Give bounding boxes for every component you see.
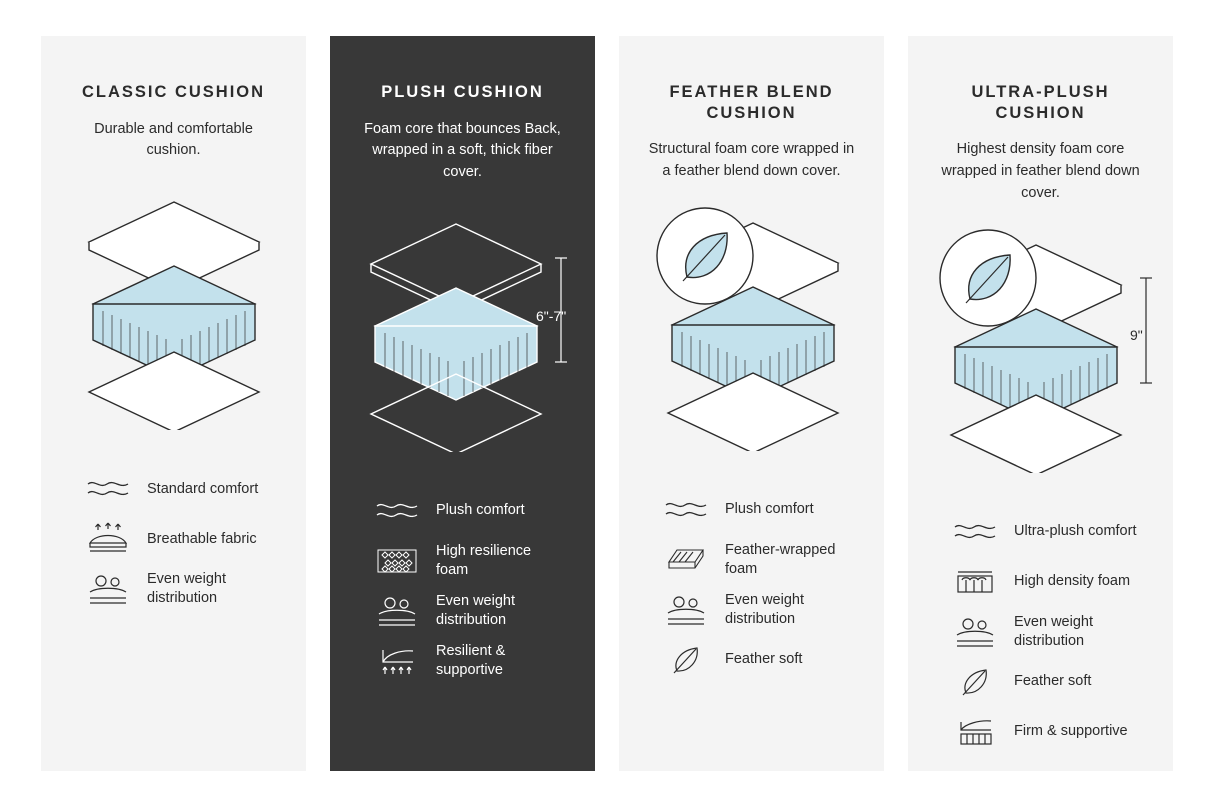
feather-icon [663,641,709,679]
feature-item [85,564,290,614]
card-title: CLASSIC CUSHION [81,83,266,101]
even-weight-distribution-icon [952,613,998,651]
feature-label: Standard comfort [147,480,259,497]
high-density-foam-icon [952,563,998,601]
feature-item [952,707,1157,757]
feature-label: Ultra-plush comfort [1014,523,1137,540]
wave-lines-icon [85,470,131,508]
card-classic-cushion[interactable] [41,36,306,771]
feature-label: High density foam [1014,573,1131,590]
card-ultra-plush-cushion[interactable] [908,36,1173,771]
feature-label: High resilience foam [436,543,532,578]
feature-item [952,557,1157,607]
feature-item [952,507,1157,557]
honeycomb-foam-icon [374,542,420,580]
dimension-label: 6"-7" [536,307,567,324]
feature-label: Plush comfort [725,501,814,518]
feature-label: Even weight distribution [725,591,804,627]
feature-label: Feather-wrapped foam [725,541,836,577]
feature-list [57,464,290,614]
cushion-layer-diagram [57,180,290,450]
card-description: Highest density foam core wrapped in feather blend down cover. [941,141,1140,201]
feature-item [85,514,290,564]
feature-item [85,464,290,514]
card-feather-blend-cushion[interactable] [619,36,884,771]
feature-label: Even weight distribution [436,593,515,628]
wave-lines-icon [374,492,420,530]
leaf-badge-icon [657,208,753,304]
feather-wrapped-foam-icon [663,541,709,579]
feature-item [952,607,1157,657]
feature-label: Even weight distribution [147,571,226,607]
feature-item [952,657,1157,707]
feature-label: Breathable fabric [147,530,257,547]
feature-list [924,507,1157,757]
feature-item [663,585,868,635]
even-weight-distribution-icon [374,592,420,630]
cushion-layer-diagram [346,202,579,472]
feature-item [663,485,868,535]
dimension-label: 9" [1130,326,1143,343]
feature-item [663,535,868,585]
card-description: Durable and comfortable cushion. [94,120,253,159]
cushion-layer-diagram [635,201,868,471]
feature-item [374,486,579,536]
feature-item [663,635,868,685]
resilient-support-icon [374,642,420,680]
feature-item [374,536,579,586]
feature-label: Plush comfort [436,502,525,519]
wave-lines-icon [952,513,998,551]
leaf-badge-icon [940,230,1036,326]
even-weight-distribution-icon [663,591,709,629]
card-plush-cushion[interactable] [330,36,595,771]
feature-item [374,636,579,686]
card-title: FEATHER BLEND CUSHION [669,83,834,122]
card-title: PLUSH CUSHION [381,83,544,101]
card-description: Structural foam core wrapped in a feather blend down cover. [648,141,855,179]
feature-list [635,485,868,685]
feature-label: Feather soft [1014,673,1092,690]
card-description: Foam core that bounces Back, wrapped in a soft, thick fiber cover. [364,120,561,181]
feature-label: Resilient & supportive [436,643,506,678]
feather-icon [952,663,998,701]
cushion-layer-diagram [924,223,1157,493]
feature-list [346,486,579,686]
card-title: ULTRA-PLUSH CUSHION [971,83,1110,122]
breathable-fabric-icon [85,520,131,558]
feature-item [374,586,579,636]
feature-label: Firm & supportive [1014,723,1128,740]
wave-lines-icon [663,491,709,529]
firm-support-icon [952,713,998,751]
feature-label: Feather soft [725,651,803,668]
even-weight-distribution-icon [85,570,131,608]
feature-label: Even weight distribution [1014,613,1093,649]
